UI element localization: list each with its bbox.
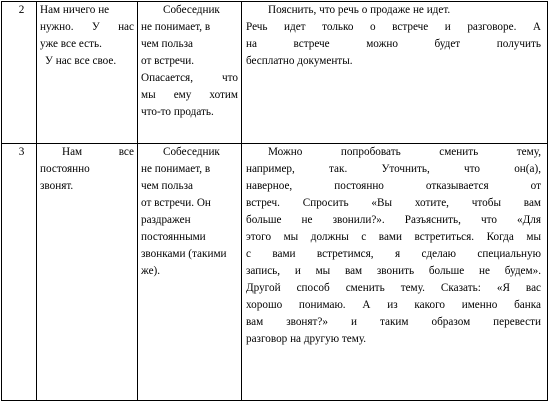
response-line: на встрече можно будет получить <box>246 38 541 50</box>
reason-line: мы ему хотим <box>141 89 238 101</box>
objection-line: У нас все свое. <box>45 55 117 67</box>
response-line: вам звонят?» и таким образом перевести <box>246 316 541 328</box>
objection-cell <box>37 144 138 401</box>
response-line: хорошо понимаю. А из какого именно банка <box>246 299 541 311</box>
objection-line: звонят. <box>40 180 74 192</box>
response-cell <box>242 144 548 401</box>
response-line: например, так. Уточнить, что он(а), <box>246 163 541 175</box>
row-number-cell <box>2 144 37 401</box>
response-cell <box>242 2 548 144</box>
reason-line: что-то продать. <box>141 106 214 118</box>
response-line: больше не звонили?». Разъяснить, что «Для <box>246 214 541 226</box>
reason-line: раздражен <box>141 214 191 226</box>
reason-cell <box>138 144 242 401</box>
objection-line: Нам все <box>62 146 134 158</box>
reason-line: от встречи. <box>141 55 195 67</box>
objection-line: нужно. У нас <box>40 21 134 33</box>
objection-line: Нам ничего не <box>40 4 110 16</box>
response-line: бесплатно документы. <box>246 55 353 67</box>
dialogue-objections-table <box>1 1 548 401</box>
reason-line: Собеседник <box>163 4 220 16</box>
reason-line: чем польза <box>141 180 193 192</box>
objection-line: уже все есть. <box>40 38 102 50</box>
reason-line: постоянными <box>141 231 206 243</box>
objection-cell <box>37 2 138 144</box>
table-row <box>2 144 548 401</box>
reason-line: же). <box>141 265 161 277</box>
response-line: Речь идет только о встрече и разговоре. А <box>246 21 541 33</box>
response-line: этого мы должны с вами встретиться. Когда мы <box>246 231 541 243</box>
reason-line: чем польза <box>141 38 193 50</box>
objection-line: постоянно <box>40 163 90 175</box>
response-line: Можно попробовать сменить тему, <box>268 146 541 158</box>
row-number-cell <box>2 2 37 144</box>
response-line: встреч. Спросить «Вы хотите, чтобы вам <box>246 197 541 209</box>
reason-line: Собеседник <box>163 146 220 158</box>
reason-line: не понимает, в <box>141 21 211 33</box>
row-number: 3 <box>18 146 25 158</box>
reason-cell <box>138 2 242 144</box>
reason-line: звонками (такими <box>141 248 227 260</box>
response-line: запись, и мы вам звонить больше не будем». <box>246 265 541 277</box>
row-number: 2 <box>18 4 25 16</box>
response-line: Другой способ сменить тему. Сказать: «Я вас <box>246 282 541 294</box>
response-line: наверное, постоянно отказывается от <box>246 180 541 192</box>
reason-line: не понимает, в <box>141 163 211 175</box>
table-row <box>2 2 548 144</box>
response-line: с вами встретимся, я сделаю специальную <box>246 248 541 260</box>
reason-line: от встречи. Он <box>141 197 211 209</box>
response-line: разговор на другую тему. <box>246 333 367 345</box>
response-line: Пояснить, что речь о продаже не идет. <box>268 4 451 16</box>
reason-line: Опасается, что <box>141 72 238 84</box>
